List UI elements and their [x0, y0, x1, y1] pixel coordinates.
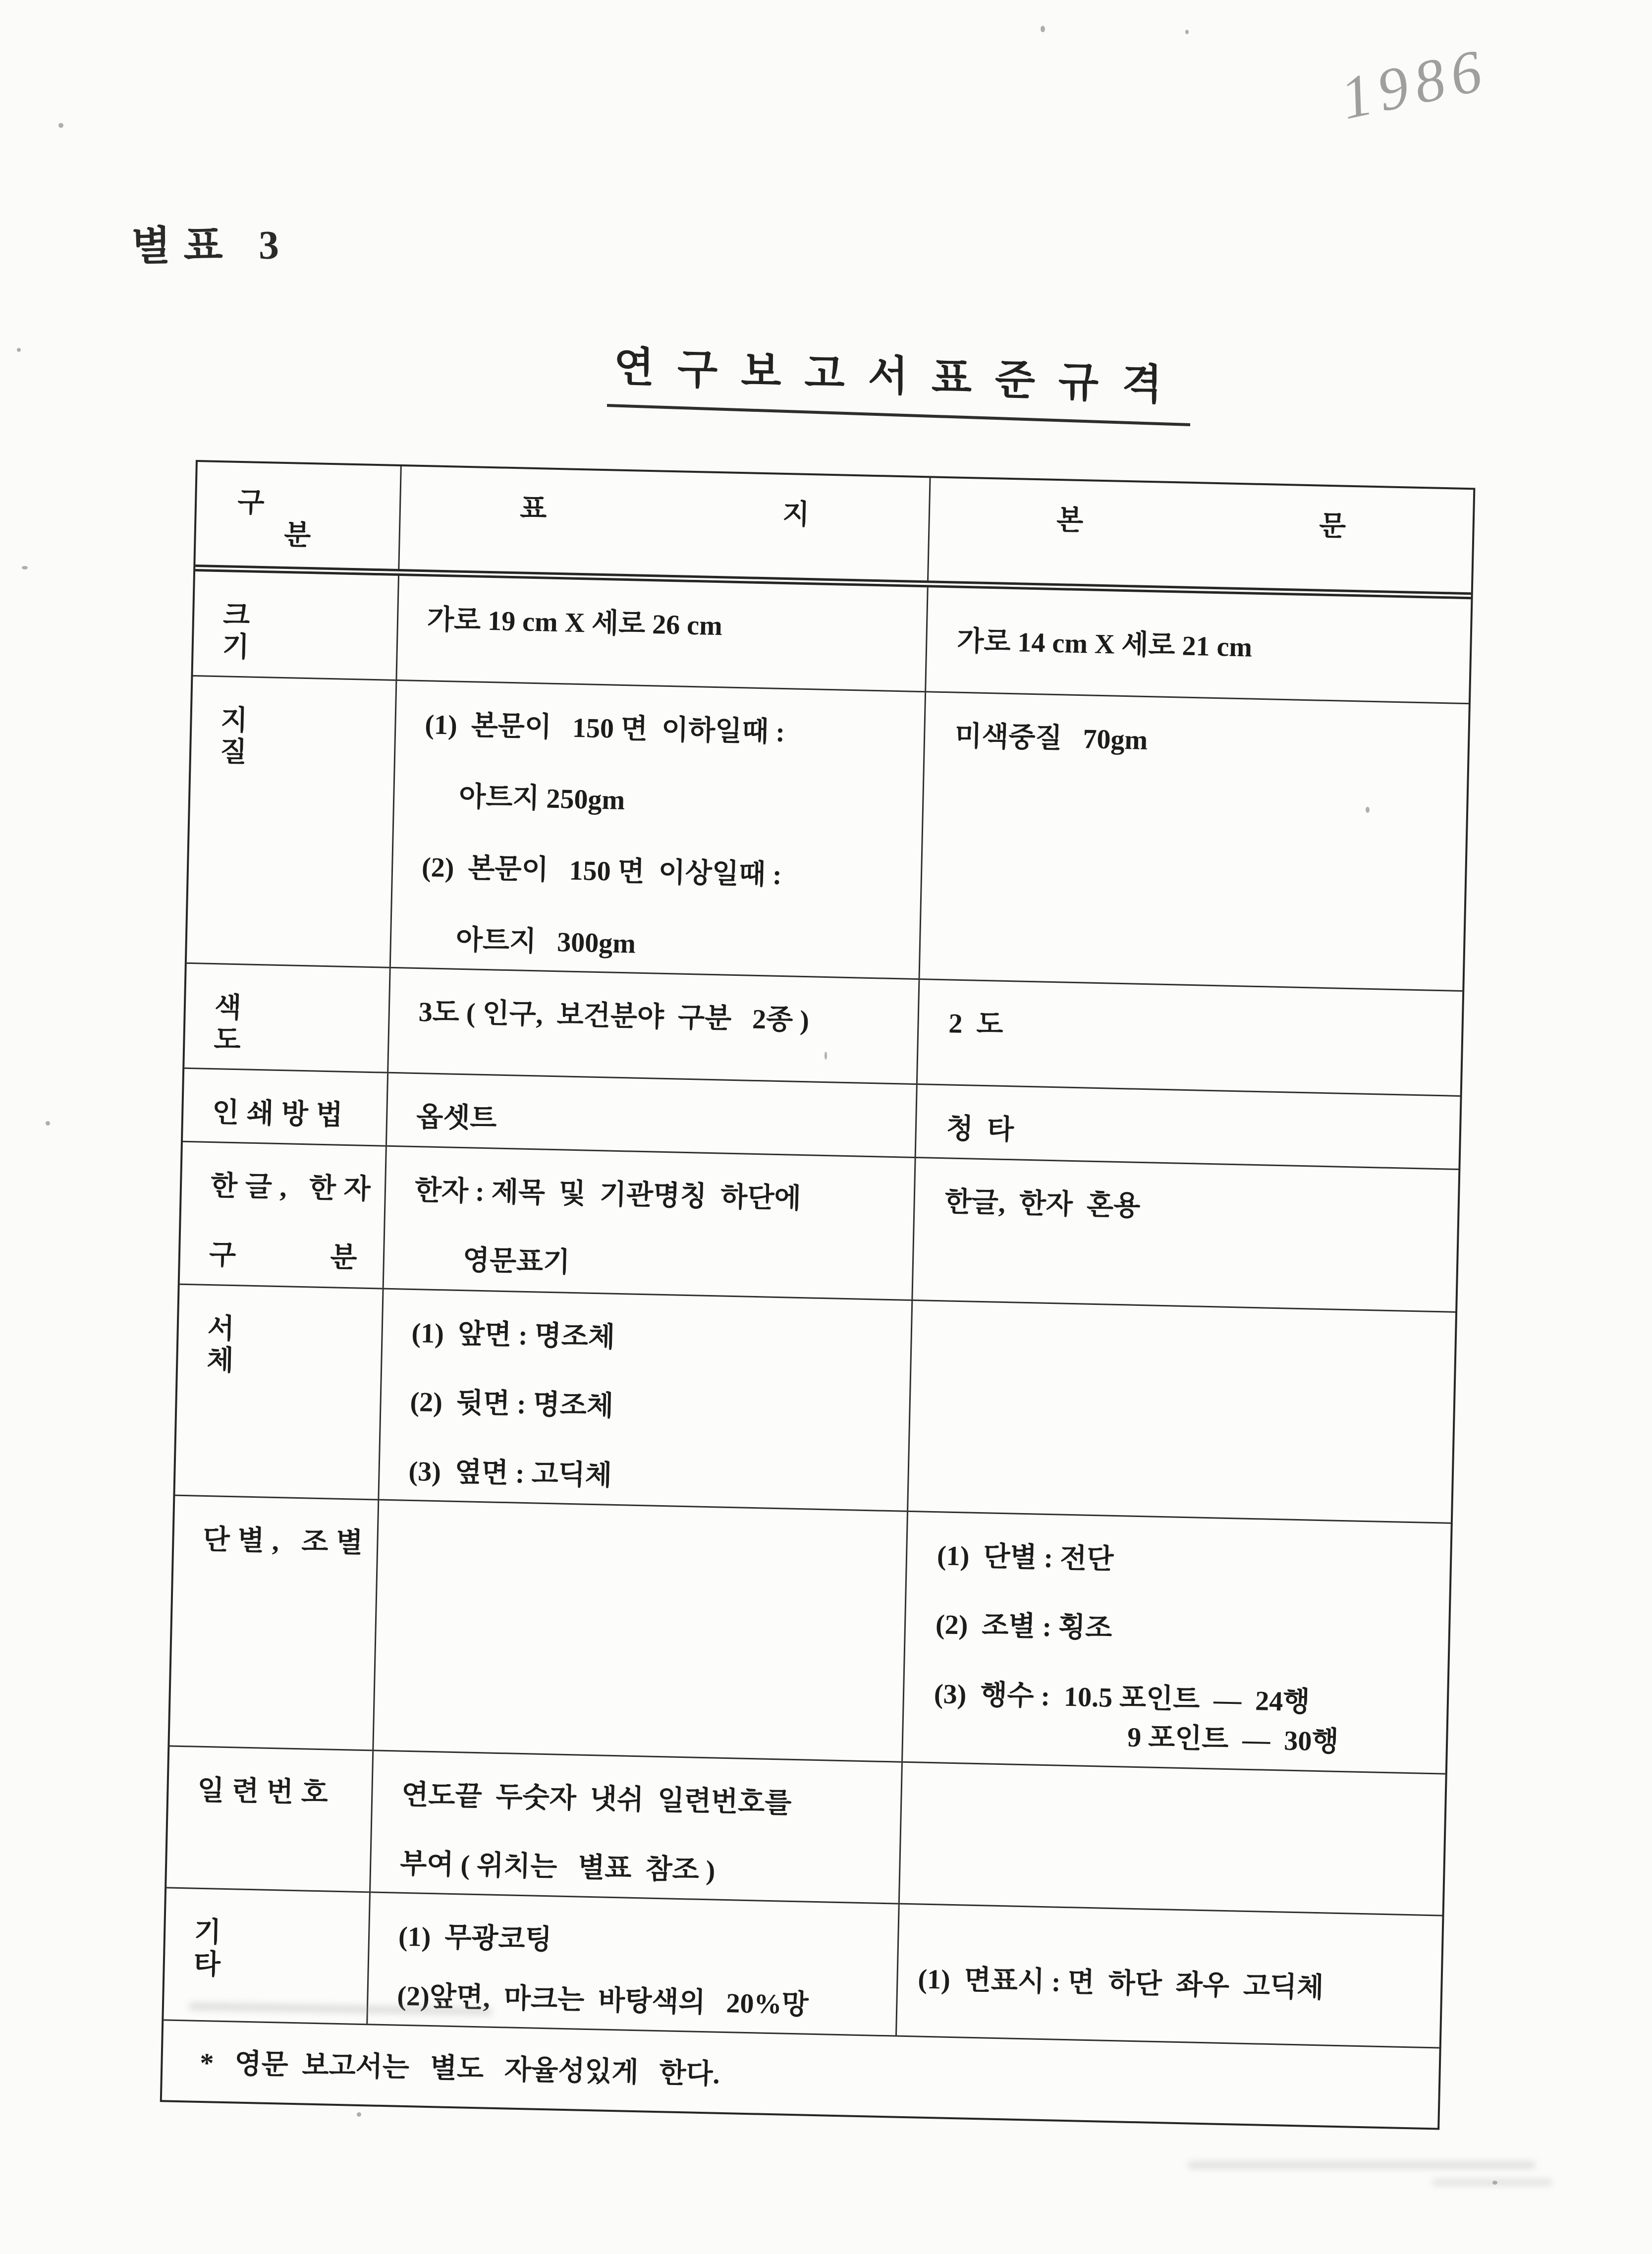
table-row-column-layout: [169, 1496, 1450, 1775]
scan-speck: [17, 348, 21, 352]
cell-category-label: 한글, 한자 구분: [180, 1142, 387, 1288]
cell-cover: (1) 앞면 : 명조체 (2) 뒷면 : 명조체 (3) 옆면 : 고딕체: [379, 1290, 913, 1511]
cell-cover: 옵셋트: [387, 1073, 918, 1157]
cell-body: 미색중질 70gm: [954, 721, 1148, 756]
cell-cover: [374, 1501, 908, 1761]
cell-body: (1) 단별 : 전단 (2) 조별 : 횡조 (3) 행수 : 10.5 포인트 — 24행 9 포인트 — 30행: [934, 1540, 1339, 1758]
scan-speck: [46, 1121, 50, 1126]
cell-category-label: 기타: [164, 1889, 371, 2024]
document-title: 연구보고서표준규격: [607, 333, 1190, 426]
cell-body: 청 타: [946, 1113, 1014, 1146]
cell-body: (1) 면표시 : 면 하단 좌우 고딕체: [917, 1964, 1324, 2004]
cell-category-label: 일련번호: [166, 1747, 374, 1892]
cell-cover: (1) 본문이 150 면 이하일때 : 아트지 250gm (2) 본문이 150 면 이상일때 : 아트지 300gm: [391, 681, 926, 979]
scan-speck: [357, 2112, 361, 2117]
cell-category-label: 인쇄방법: [183, 1069, 388, 1145]
cell-category-label: 서체: [175, 1285, 384, 1499]
table-row-typeface: [175, 1285, 1455, 1524]
header-cover: 표지: [399, 466, 931, 580]
table-row-serial-number: [166, 1747, 1445, 1916]
cell-category-label: 크기: [193, 571, 399, 679]
cell-body: 2 도: [948, 1008, 1004, 1040]
attachment-label: 별표 3: [131, 222, 292, 269]
cell-category-label: 색도: [184, 964, 390, 1072]
cell-body: 가로 14 cm X 세로 21 cm: [956, 625, 1253, 663]
cell-body: 한글, 한자 혼용: [944, 1186, 1141, 1222]
scan-smudge: [1188, 2162, 1535, 2168]
footnote-text: * 영문 보고서는 별도 자율성있게 한다.: [199, 2048, 720, 2090]
scan-speck: [22, 566, 28, 569]
cell-cover: (1) 무광코팅 (2)앞면, 마크는 바탕색의 20%망: [368, 1893, 900, 2035]
scan-speck: [825, 1052, 827, 1060]
cell-cover: 3도 ( 인구, 보건분야 구분 2종 ): [388, 968, 920, 1083]
table-row-hangul-hanja: [180, 1142, 1459, 1313]
table-row-paper: [187, 676, 1469, 992]
cell-cover: 연도끝 두숫자 냇쉬 일련번호를 부여 ( 위치는 별표 참조 ): [371, 1751, 903, 1903]
scan-speck: [1366, 807, 1370, 813]
header-category: 구분: [195, 462, 401, 569]
scan-speck: [1041, 26, 1045, 32]
cell-category-label: 단별, 조별: [169, 1496, 379, 1749]
cell-body: [900, 1762, 1445, 1915]
spec-table: [160, 460, 1582, 2130]
cell-cover: 가로 19 cm X 세로 26 cm: [397, 576, 928, 691]
cell-body: [908, 1301, 1455, 1522]
cell-cover: 한자 : 제목 및 기관명칭 하단에 영문표기: [384, 1147, 916, 1299]
scan-speck: [58, 123, 63, 128]
header-body: 본문: [1056, 505, 1582, 548]
handwritten-year: 1986: [1335, 36, 1494, 132]
cell-category-label: 지질: [187, 676, 397, 967]
scan-speck: [1185, 30, 1189, 34]
scan-smudge: [1433, 2180, 1552, 2185]
